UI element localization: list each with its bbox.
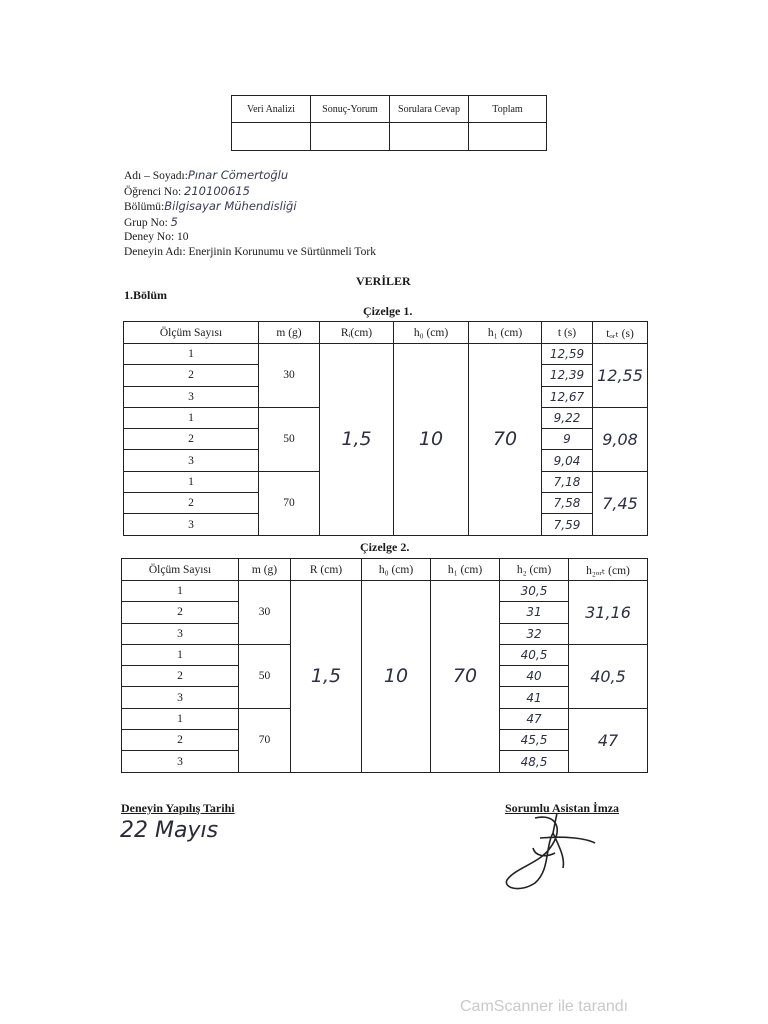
t2-avg: 31,16 <box>569 581 648 645</box>
t1-n: 1 <box>124 407 259 428</box>
date-value: 22 Mayıs <box>120 818 219 843</box>
t2-header: h₂ₒᵣₜ (cm) <box>569 559 648 581</box>
t1-header: h₁ (cm) <box>469 322 542 344</box>
department-line: Bölümü:Bilgisayar Mühendisliği <box>124 199 297 213</box>
t1-n: 2 <box>124 429 259 450</box>
date-label: Deneyin Yapılış Tarihi <box>121 801 235 815</box>
student-no-line: Öğrenci No: 210100615 <box>124 183 250 198</box>
t2-avg: 47 <box>569 708 648 772</box>
t2-header: h₂ (cm) <box>500 559 569 581</box>
t2-header: m (g) <box>239 559 291 581</box>
table1-caption: Çizelge 1. <box>363 304 413 318</box>
name-line: Adı – Soyadı:Pınar Cömertoğlu <box>124 168 289 182</box>
t1-header: t (s) <box>542 322 593 344</box>
t2-R: 1,5 <box>291 581 362 773</box>
t1-n: 3 <box>124 450 259 471</box>
t1-n: 3 <box>124 386 259 407</box>
t1-avg: 7,45 <box>593 471 648 535</box>
t2-n: 1 <box>122 708 239 729</box>
t1-t: 9,22 <box>542 407 593 428</box>
department-value: Bilgisayar Mühendisliği <box>164 199 297 213</box>
t1-n: 2 <box>124 365 259 386</box>
t2-header: R (cm) <box>291 559 362 581</box>
t1-header: h₀ (cm) <box>394 322 469 344</box>
grade-header-toplam: Toplam <box>469 96 547 123</box>
t1-n: 2 <box>124 493 259 514</box>
grade-header-veri: Veri Analizi <box>232 96 311 123</box>
grade-cell-toplam <box>469 123 547 151</box>
t2-h2: 45,5 <box>500 730 569 751</box>
t2-h2: 41 <box>500 687 569 708</box>
grade-cell-veri <box>232 123 311 151</box>
grading-table <box>231 95 547 151</box>
t1-n: 1 <box>124 471 259 492</box>
t2-h1: 70 <box>431 581 500 773</box>
t2-n: 2 <box>122 602 239 623</box>
t2-h2: 48,5 <box>500 751 569 772</box>
t2-n: 3 <box>122 751 239 772</box>
part-title: 1.Bölüm <box>124 288 168 302</box>
t1-avg: 9,08 <box>593 407 648 471</box>
t2-h2: 47 <box>500 708 569 729</box>
name-value: Pınar Cömertoğlu <box>187 168 289 182</box>
experiment-name: Deneyin Adı: Enerjinin Korunumu ve Sürtünmeli Tork <box>124 245 376 258</box>
t2-n: 2 <box>122 730 239 751</box>
t1-header: Rᵢ(cm) <box>320 322 394 344</box>
t2-n: 2 <box>122 666 239 687</box>
t1-t: 7,18 <box>542 471 593 492</box>
t2-h2: 32 <box>500 623 569 644</box>
signature-image <box>495 808 605 893</box>
t1-mass: 30 <box>259 344 320 408</box>
student-info <box>124 168 376 259</box>
t2-h2: 40 <box>500 666 569 687</box>
t2-h2: 31 <box>500 602 569 623</box>
t2-avg: 40,5 <box>569 644 648 708</box>
student-no-value: 210100615 <box>184 183 250 198</box>
section-title: VERİLER <box>356 274 411 288</box>
t2-h2: 40,5 <box>500 644 569 665</box>
t1-R: 1,5 <box>320 344 394 536</box>
grade-cell-sorular <box>390 123 469 151</box>
t1-t: 12,59 <box>542 344 593 365</box>
table1 <box>123 321 648 536</box>
t1-header: Ölçüm Sayısı <box>124 322 259 344</box>
t1-header: tₒᵣₜ (s) <box>593 322 648 344</box>
t1-h0: 10 <box>394 344 469 536</box>
t1-n: 1 <box>124 344 259 365</box>
t2-header: h₁ (cm) <box>431 559 500 581</box>
signature-label: Sorumlu Asistan İmza <box>505 801 620 815</box>
t2-h0: 10 <box>362 581 431 773</box>
t1-t: 9 <box>542 429 593 450</box>
grade-cell-sonuc <box>311 123 390 151</box>
t2-mass: 50 <box>239 644 291 708</box>
t2-mass: 30 <box>239 581 291 645</box>
t1-mass: 50 <box>259 407 320 471</box>
t2-mass: 70 <box>239 708 291 772</box>
t2-n: 3 <box>122 623 239 644</box>
t2-n: 1 <box>122 581 239 602</box>
t1-n: 3 <box>124 514 259 535</box>
table2-caption: Çizelge 2. <box>360 540 410 554</box>
t1-t: 9,04 <box>542 450 593 471</box>
t1-t: 7,59 <box>542 514 593 535</box>
t2-header: h₀ (cm) <box>362 559 431 581</box>
grade-header-sonuc: Sonuç-Yorum <box>311 96 390 123</box>
t1-mass: 70 <box>259 471 320 535</box>
experiment-no: Deney No: 10 <box>124 231 189 243</box>
group-line: Grup No: 5 <box>124 214 178 229</box>
t1-header: m (g) <box>259 322 320 344</box>
t1-avg: 12,55 <box>593 344 648 408</box>
camscanner-watermark: CamScanner ile tarandı <box>460 998 629 1015</box>
table2 <box>121 558 648 773</box>
t1-h1: 70 <box>469 344 542 536</box>
t1-t: 12,67 <box>542 386 593 407</box>
t2-h2: 30,5 <box>500 581 569 602</box>
t2-header: Ölçüm Sayısı <box>122 559 239 581</box>
t2-n: 1 <box>122 644 239 665</box>
t2-n: 3 <box>122 687 239 708</box>
t1-t: 12,39 <box>542 365 593 386</box>
grade-header-sorular: Sorulara Cevap <box>390 96 469 123</box>
group-value: 5 <box>170 214 178 229</box>
t1-t: 7,58 <box>542 493 593 514</box>
